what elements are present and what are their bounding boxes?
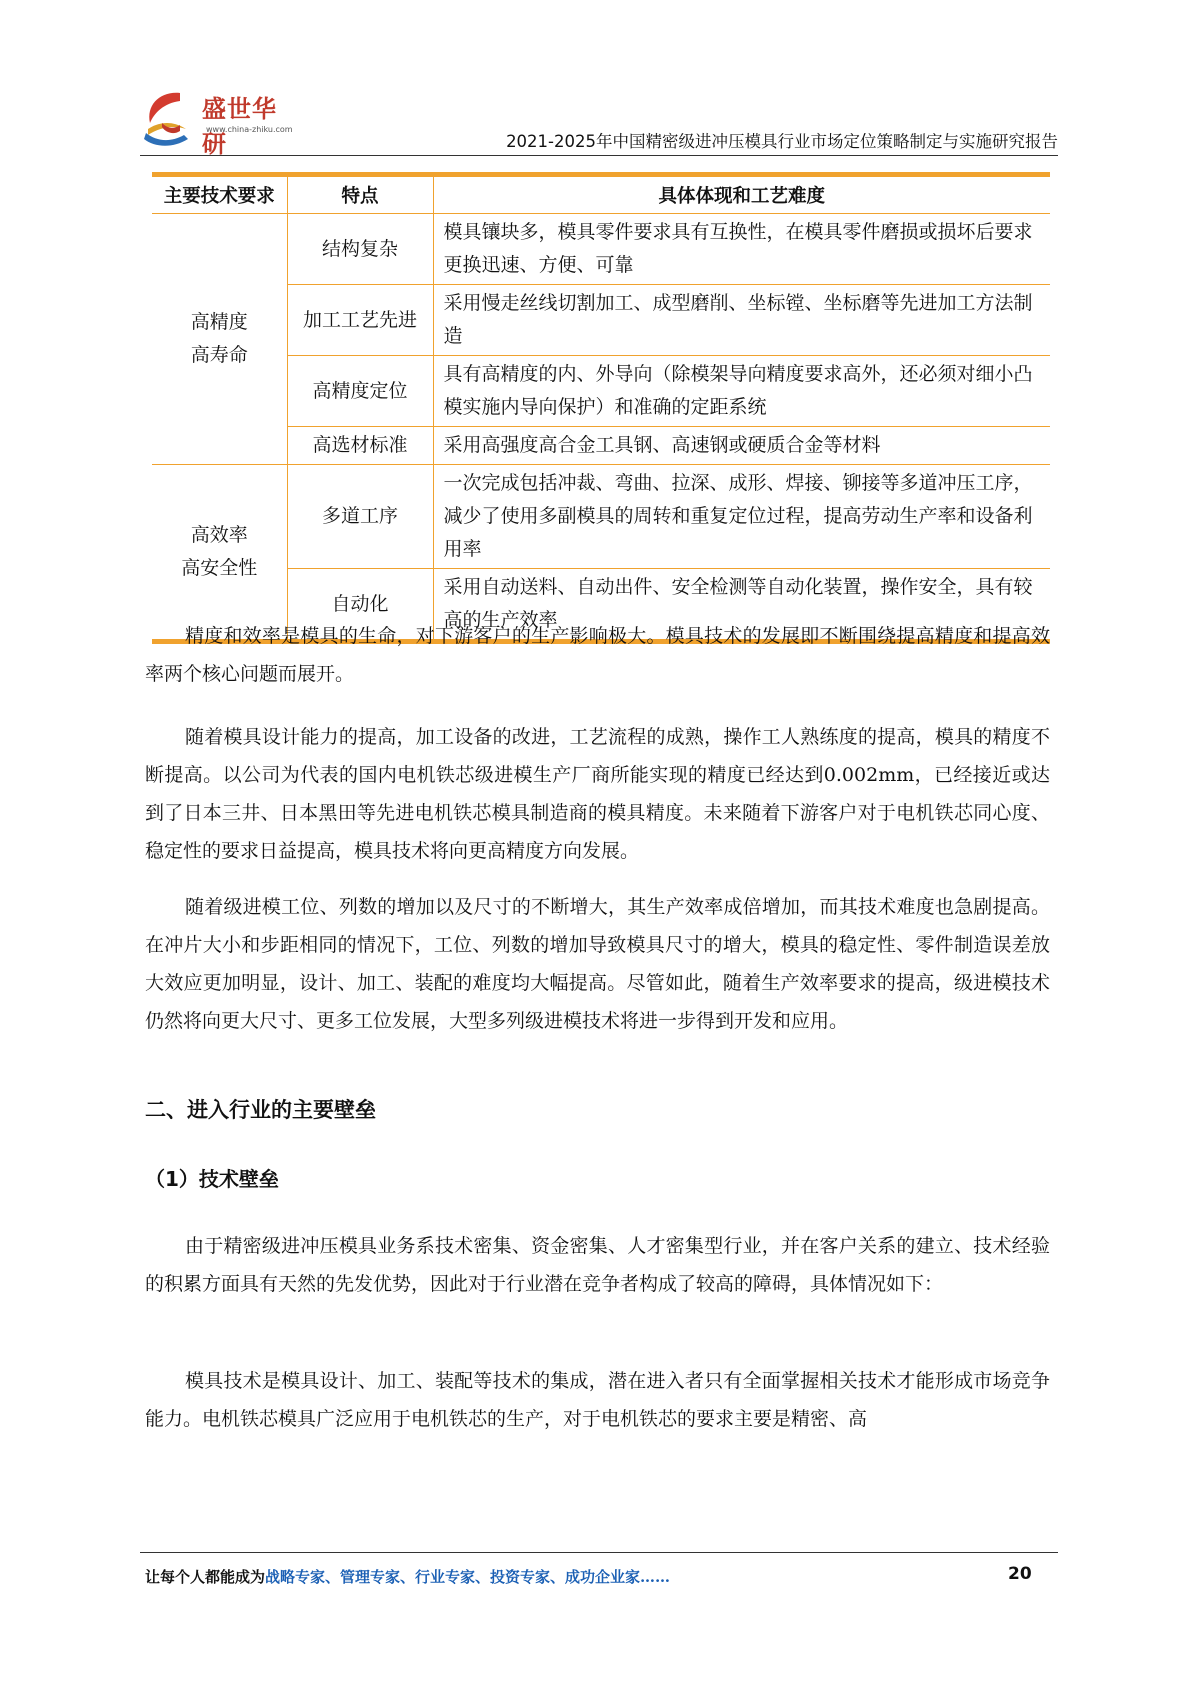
paragraph-efficiency-trend	[145, 888, 1050, 1040]
footer-highlight: 战略专家、管理专家、行业专家、投资专家、成功企业家……	[265, 1568, 671, 1586]
table-row	[152, 465, 1050, 569]
table-row	[152, 214, 1050, 285]
detail-cell: 一次完成包括冲裁、弯曲、拉深、成形、焊接、铆接等多道冲压工序，减少了使用多副模具的周转和重复定位过程，提高劳动生产率和设备利用率	[433, 465, 1050, 569]
requirement-line: 高寿命	[190, 344, 248, 366]
table-row	[152, 356, 1050, 427]
brand-logo	[140, 83, 300, 158]
detail-cell: 具有高精度的内、外导向（除模架导向精度要求高外，还必须对细小凸模实施内导向保护）和准确的定距系统	[433, 356, 1050, 427]
brand-name: 盛世华研	[202, 95, 277, 158]
requirement-line: 高效率	[190, 524, 248, 546]
feature-cell: 高精度定位	[287, 356, 433, 427]
feature-cell: 加工工艺先进	[287, 285, 433, 356]
detail-cell: 采用自动送料、自动出件、安全检测等自动化装置，操作安全，具有较高的生产效率	[433, 569, 1050, 642]
header-divider	[140, 155, 1058, 156]
paragraph-text: 模具技术是模具设计、加工、装配等技术的集成，潜在进入者只有全面掌握相关技术才能形成市场竞争能力。电机铁芯模具广泛应用于电机铁芯的生产，对于电机铁芯的要求主要是精密、高	[145, 1370, 1050, 1430]
feature-cell: 多道工序	[287, 465, 433, 569]
detail-cell: 采用高强度高合金工具钢、高速钢或硬质合金等材料	[433, 427, 1050, 465]
paragraph-technology-barrier	[145, 1362, 1050, 1438]
header-feature: 特点	[287, 175, 433, 214]
requirement-line: 高安全性	[181, 557, 258, 579]
paragraph-text: 精度和效率是模具的生命，对下游客户的生产影响极大。模具技术的发展即不断围绕提高精度和提高效率两个核心问题而展开。	[145, 625, 1050, 685]
page-header	[140, 78, 1058, 158]
section-heading: 二、进入行业的主要壁垒	[145, 1098, 376, 1122]
feature-cell: 高选材标准	[287, 427, 433, 465]
technical-requirements-table	[152, 172, 1050, 644]
page-number: 20	[1008, 1564, 1032, 1584]
paragraph-text: 随着模具设计能力的提高，加工设备的改进，工艺流程的成熟，操作工人熟练度的提高，模具的精度不断提高。以公司为代表的国内电机铁芯级进模生产厂商所能实现的精度已经达到0.002mm，已经接近或达到了日本三井、日本黑田等先进电机铁芯模具制造商的模具精度。未来随着下游客户对于电机铁芯同心度、稳定性的要求日益提高，模具技术将向更高精度方向发展。	[145, 726, 1050, 862]
footer-prefix: 让每个人都能成为	[145, 1568, 266, 1586]
paragraph-barrier-intro	[145, 1227, 1050, 1303]
paragraph-precision-efficiency	[145, 617, 1050, 693]
footer-slogan	[145, 1566, 670, 1587]
brand-url: www.china-zhiku.com	[206, 125, 293, 134]
requirement-line: 高精度	[190, 311, 248, 333]
footer-divider	[140, 1552, 1058, 1553]
table-header-row	[152, 175, 1050, 214]
table-row	[152, 427, 1050, 465]
paragraph-precision-trend	[145, 718, 1050, 870]
brand-logo-icon	[140, 83, 210, 153]
paragraph-text: 随着级进模工位、列数的增加以及尺寸的不断增大，其生产效率成倍增加，而其技术难度也急剧提高。在冲片大小和步距相同的情况下，工位、列数的增加导致模具尺寸的增大，模具的稳定性、零件制造误差放大效应更加明显，设计、加工、装配的难度均大幅提高。尽管如此，随着生产效率要求的提高，级进模技术仍然将向更大尺寸、更多工位发展，大型多列级进模技术将进一步得到开发和应用。	[145, 896, 1050, 1032]
requirement-cell	[152, 465, 287, 642]
feature-cell: 结构复杂	[287, 214, 433, 285]
report-title: 2021-2025年中国精密级进冲压模具行业市场定位策略制定与实施研究报告	[506, 132, 1058, 151]
requirement-cell	[152, 214, 287, 465]
detail-cell: 采用慢走丝线切割加工、成型磨削、坐标镗、坐标磨等先进加工方法制造	[433, 285, 1050, 356]
subsection-heading: （1）技术壁垒	[145, 1167, 279, 1191]
table-row	[152, 285, 1050, 356]
feature-cell: 自动化	[287, 569, 433, 642]
detail-cell: 模具镶块多，模具零件要求具有互换性，在模具零件磨损或损坏后要求更换迅速、方便、可靠	[433, 214, 1050, 285]
header-detail: 具体体现和工艺难度	[433, 175, 1050, 214]
paragraph-text: 由于精密级进冲压模具业务系技术密集、资金密集、人才密集型行业，并在客户关系的建立、技术经验的积累方面具有天然的先发优势，因此对于行业潜在竞争者构成了较高的障碍，具体情况如下：	[145, 1235, 1050, 1295]
header-requirement: 主要技术要求	[152, 175, 287, 214]
